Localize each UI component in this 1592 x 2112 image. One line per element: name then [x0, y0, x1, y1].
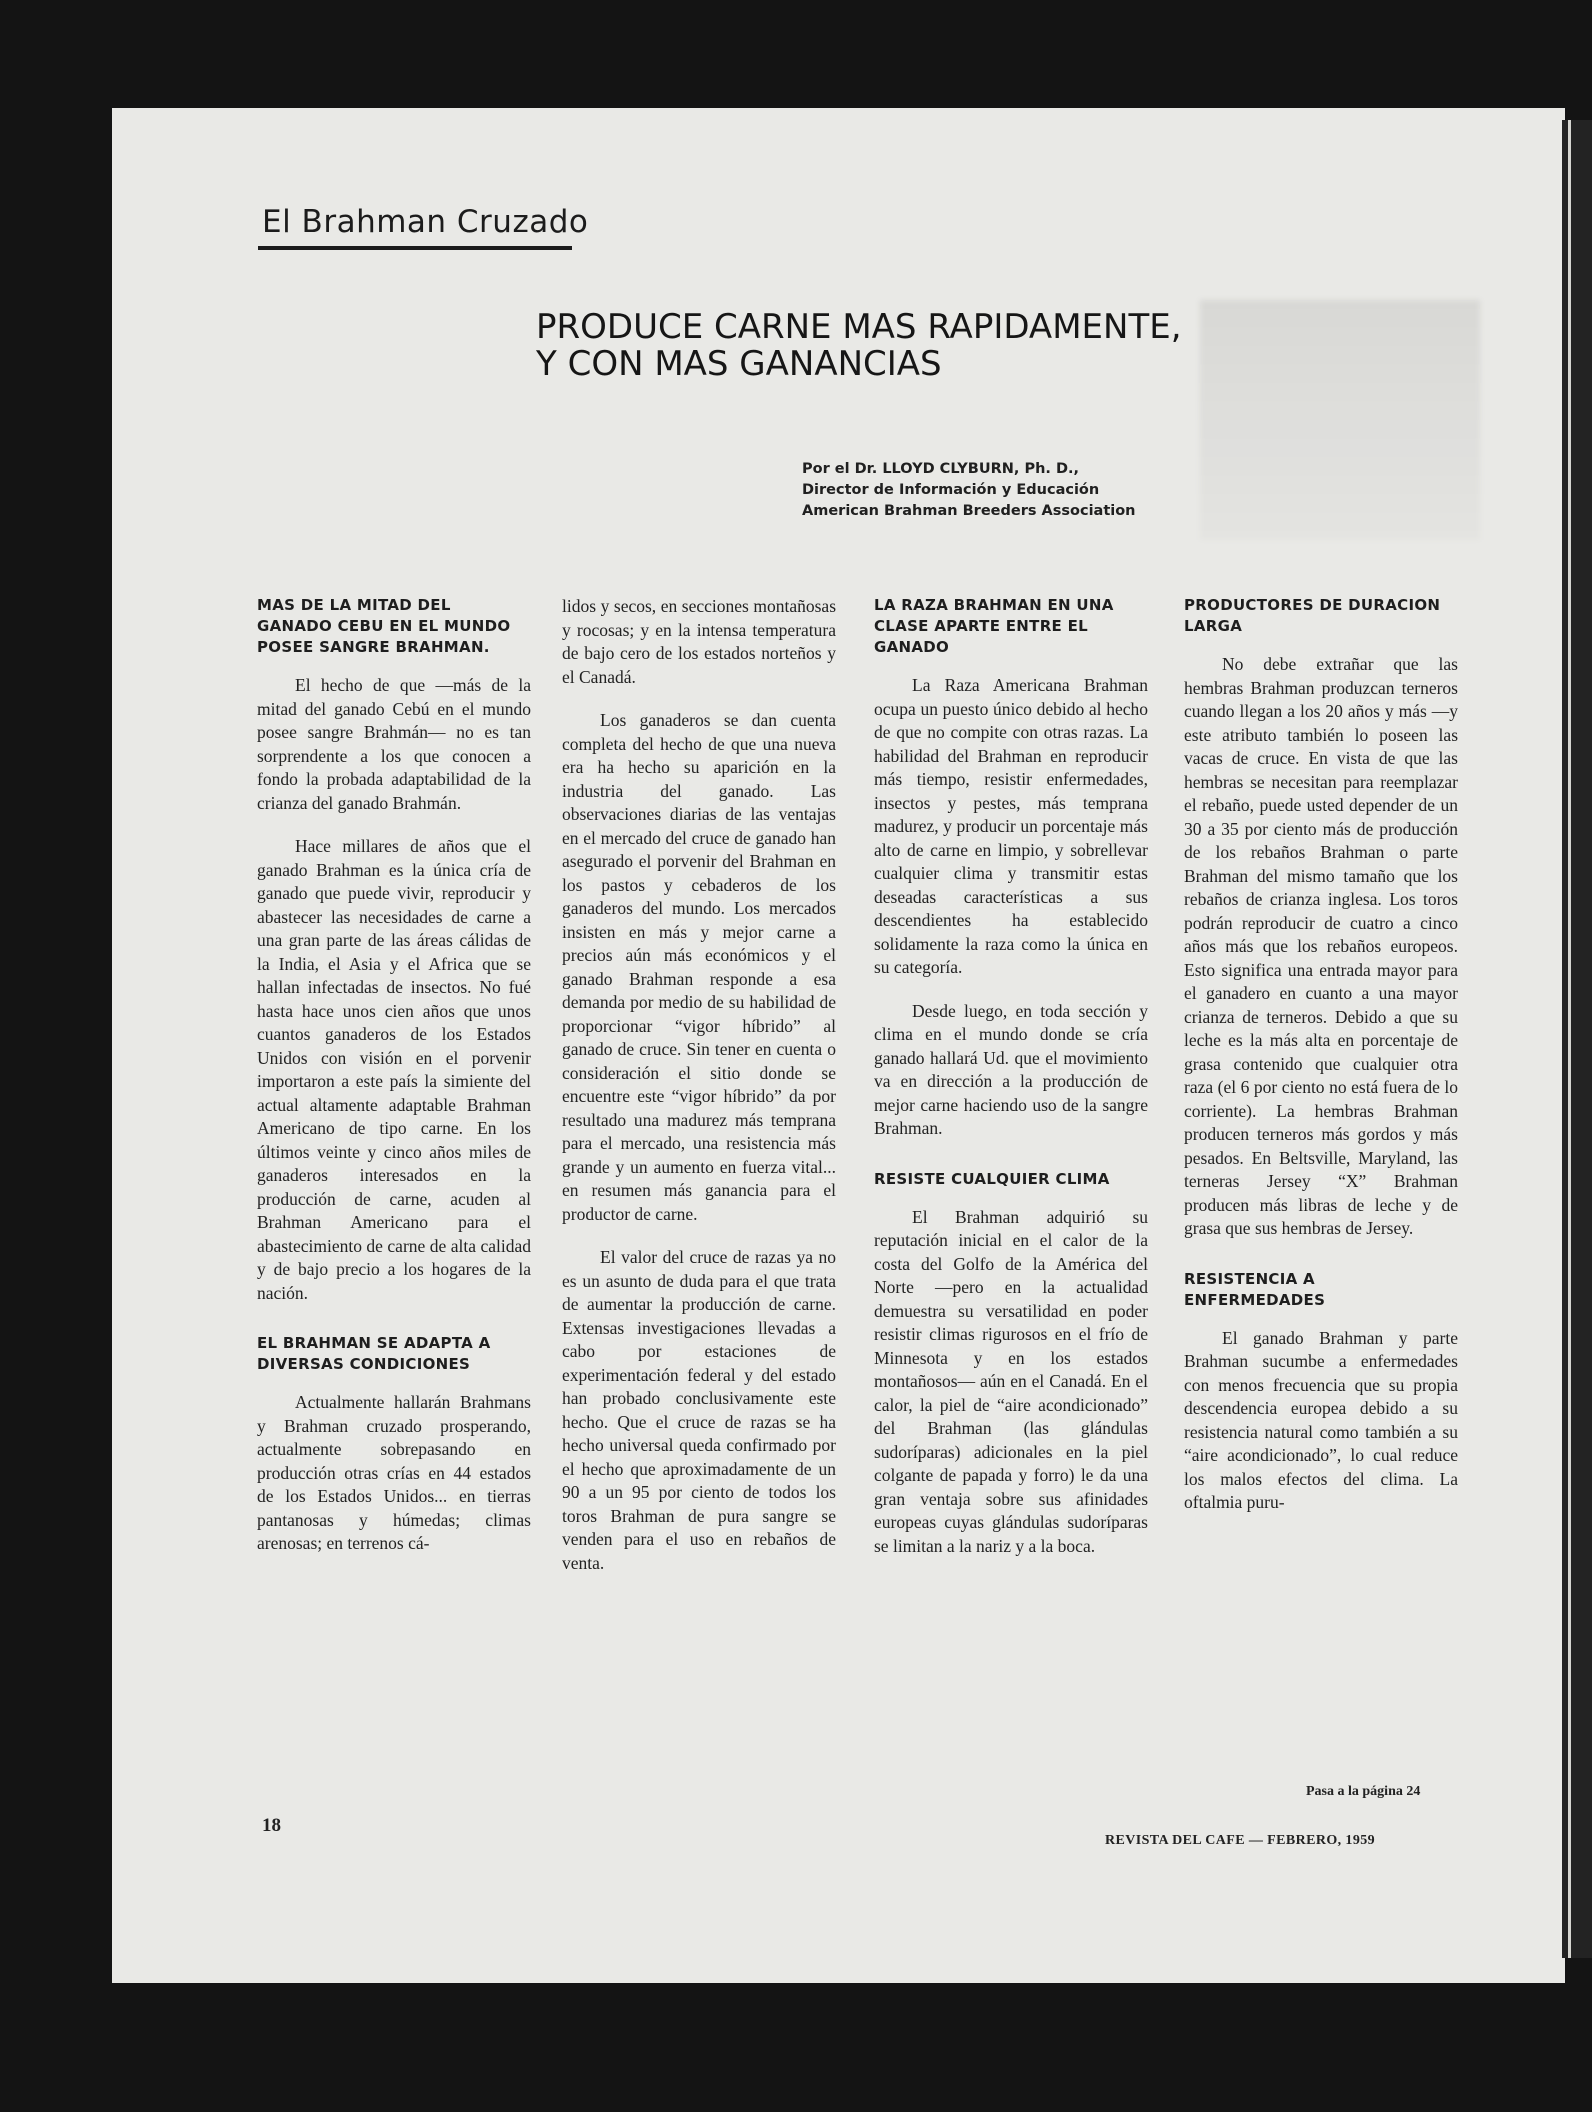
running-footer: REVISTA DEL CAFE — FEBRERO, 1959 [1105, 1833, 1376, 1848]
paragraph: Actualmente hallarán Brahmans y Brahman cruzado prosperando, actualmente sobrepasando en producción otras crías en 44 estados de los Estados Unidos... en tierras pantanosas y húmedas; climas arenosas; en terrenos cá- [257, 1392, 531, 1553]
paragraph: El valor del cruce de razas ya no es un asunto de duda para el que trata de aumentar la producción de carne. Extensas investigaciones llevadas a cabo por estaciones de experimentación federal y del estado han probado conclusivamente este hecho. Que el cruce de razas se ha hecho universal queda confirmado por el hecho que aproximadamente de un 90 a un 95 por ciento de todos los toros Brahman de pura sangre se venden para el uso en rebaños de venta. [562, 1247, 836, 1573]
subheading: MAS DE LA MITAD DEL GANADO CEBU EN EL MUNDO POSEE SANGRE BRAHMAN. [257, 596, 511, 656]
text-column-4 [1184, 595, 1458, 1845]
paragraph: La Raza Americana Brahman ocupa un puesto único debido al hecho de que no compite con otras razas. La habilidad del Brahman en reproducir más tiempo, resistir enfermedades, insectos y pestes, más temprana madurez, y producir un porcentaje más alto de carne en limpio, y sobrellevar cualquier clima y transmitir estas deseadas características a sus descendientes ha establecido solidamente la raza como la única en su categoría. [874, 675, 1148, 977]
paragraph: El ganado Brahman y parte Brahman sucumbe a enfermedades con menos frecuencia que su propia descendencia europea debido a su resistencia natural como también a su “aire acondicionado”, lo cual reduce los malos efectos del clima. La oftalmia puru- [1184, 1327, 1458, 1512]
subheading: PRODUCTORES DE DURACION LARGA [1184, 596, 1441, 635]
facing-page-edge [1562, 120, 1592, 1958]
headline-line: PRODUCE CARNE MAS RAPIDAMENTE, [536, 307, 1182, 347]
author-byline [802, 459, 1222, 522]
page-number: 18 [262, 1815, 281, 1836]
article-headline [536, 309, 1236, 384]
paragraph: El Brahman adquirió su reputación inicial en el calor de la costa del Golfo de la América del Norte —pero en la actualidad demuestra su versatilidad en poder resistir climas rigurosos en el frío de Minnesota y en los estados montañosos— aún en el Canadá. En el calor, la piel de “aire acondicionado” del Brahman (las glándulas sudoríparas) adicionales en la piel colgante de papada y forro) le da una gran ventaja sobre sus afinidades europeas cuyas glándulas sudoríparas se limitan a la nariz y a la boca. [874, 1206, 1148, 1556]
paragraph: El hecho de que —más de la mitad del ganado Cebú en el mundo posee sangre Brahmán— no es tan sorprendente a los que conocen a fondo la probada adaptabilidad de la crianza del ganado Brahmán. [257, 675, 531, 813]
text-column-1 [257, 595, 531, 1845]
paragraph: Los ganaderos se dan cuenta completa del hecho de que una nueva era ha hecho su aparición en la industria del ganado. Las observaciones diarias de las ventajas en el mercado del cruce de ganado han asegurado el porvenir del Brahman en los pastos y cebaderos de los ganaderos del mundo. Los mercados insisten en más y mejor carne a precios aún más económicos y el ganado Brahman responde a esa demanda por medio de su habilidad de proporcionar “vigor híbrido” al ganado de cruce. Sin tener en cuenta o consideración el sitio donde se encuentre este “vigor híbrido” da por resultado una madurez más temprana para el mercado, una resistencia más grande y un aumento en fuerza vital... en resumen más ganancia para el productor de carne. [562, 710, 836, 1224]
subheading: RESISTE CUALQUIER CLIMA [874, 1169, 1110, 1188]
section-title-underline [258, 246, 572, 250]
show-through-shadow [1200, 300, 1480, 540]
paragraph: Hace millares de años que el ganado Brahman es la única cría de ganado que puede vivir, reproducir y abastecer las necesidades de carne a una gran parte de las áreas cálidas de la India, el Asia y el Africa que se hallan infectadas de insectos. No fué hasta hace unos cien años que unos cuantos ganaderos de los Estados Unidos con visión en el porvenir importaron a este país la simiente del actual altamente adaptable Brahman Americano de tipo carne. En los últimos veinte y cinco años miles de ganaderos interesados en la producción de carne, acuden al Brahman Americano para el abastecimiento de carne de alta calidad y de bajo precio a los hogares de la nación. [257, 836, 531, 1303]
section-title: El Brahman Cruzado [262, 204, 589, 240]
paragraph: No debe extrañar que las hembras Brahman produzcan terneros cuando llegan a los 20 años y más —y este atributo también lo poseen las vacas de cruce. En vista de que las hembras se necesitan para reemplazar el rebaño, puede usted depender de un 30 a 35 por ciento más de producción de los rebaños Brahman o parte Brahman del mismo tamaño que los rebaños de crianza inglesa. Los toros podrán reproducir de cuatro a cinco años más que los rebaños europeos. Esto significa una entrada mayor para el ganadero en cuanto a una mayor crianza de terneros. Debido a que su leche es la más alta en porcentaje de grasa contenido que cualquier otra raza (el 6 por ciento no está fuera de lo corriente). La hembras Brahman producen terneros más gordos y más pesados. En Beltsville, Maryland, las terneras Jersey “X” Brahman producen más libras de leche y de grasa que sus hembras de Jersey. [1184, 654, 1458, 1238]
paragraph: lidos y secos, en secciones montañosas y rocosas; y en la intensa temperatura de bajo cero de los estados norteños y el Canadá. [562, 596, 836, 687]
byline-title: Director de Información y Educación [802, 482, 1100, 499]
headline-line: Y CON MAS GANANCIAS [536, 344, 942, 385]
subheading: EL BRAHMAN SE ADAPTA A DIVERSAS CONDICIONES [257, 1334, 491, 1373]
text-column-2 [562, 595, 836, 1845]
text-column-3 [874, 595, 1148, 1845]
subheading: LA RAZA BRAHMAN EN UNA CLASE APARTE ENTRE EL GANADO [874, 596, 1114, 656]
byline-author: Por el Dr. LLOYD CLYBURN, Ph. D., [802, 461, 1080, 477]
facing-page-edge-line [1568, 120, 1571, 1958]
continuation-note: Pasa a la página 24 [1306, 1784, 1421, 1799]
paragraph: Desde luego, en toda sección y clima en el mundo donde se cría ganado hallará Ud. que el movimiento va en dirección a la producción de mejor carne haciendo uso de la sangre Brahman. [874, 1000, 1148, 1138]
byline-organization: American Brahman Breeders Association [802, 503, 1136, 520]
subheading: RESISTENCIA A ENFERMEDADES [1184, 1269, 1326, 1309]
